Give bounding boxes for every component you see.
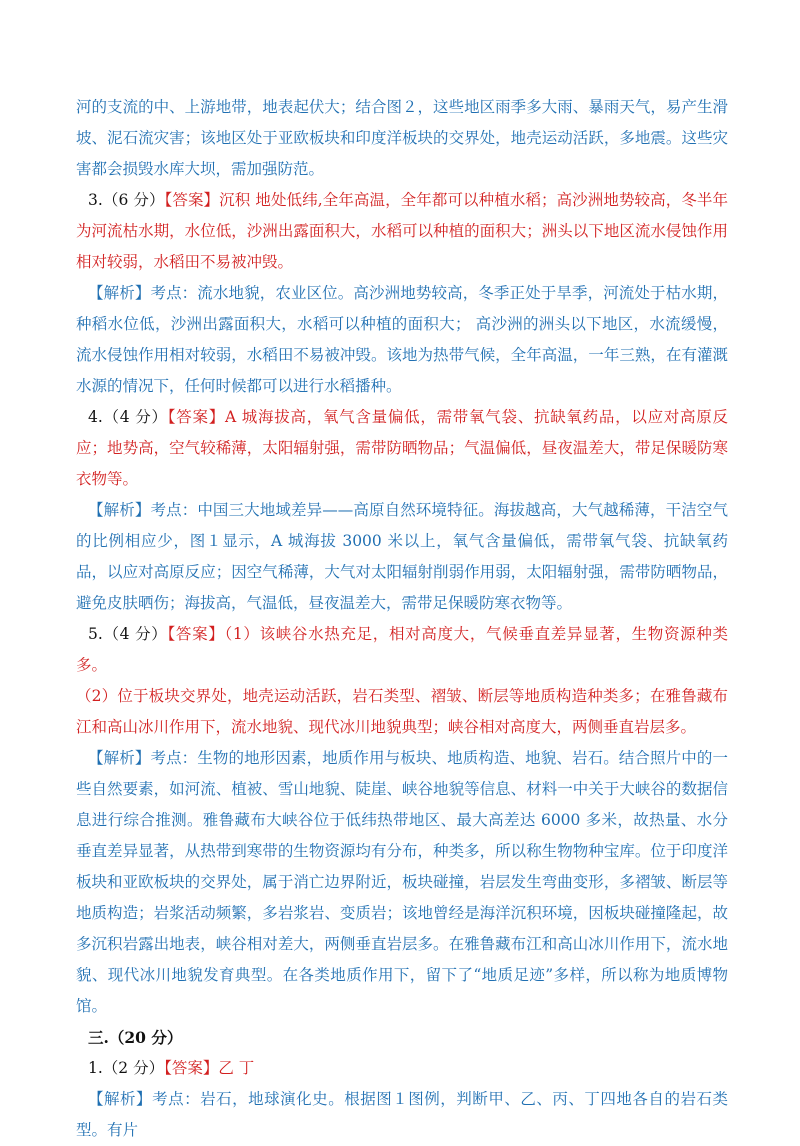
analysis-paragraph-q4 — [76, 495, 728, 619]
answer-text: A 城海拔高，氧气含量偏低，需带氧气袋、抗缺氧药品，以应对高原反应；地势高，空气较稀薄，太阳辐射强，需带防晒物品；气温偏低，昼夜温差大，带足保暖防寒衣物等。 — [76, 408, 729, 488]
analysis-tag: 【解析】 — [88, 1090, 153, 1108]
answer-paragraph-q5-part2 — [76, 681, 728, 743]
analysis-tag: 【解析】 — [88, 749, 151, 767]
question-number: 4.（4 分） — [88, 408, 168, 426]
answer-paragraph-q3 — [76, 185, 728, 278]
answer-paragraph-q5 — [76, 619, 728, 681]
analysis-text: 考点：中国三大地域差异——高原自然环境特征。海拔越高，大气越稀薄，干洁空气的比例相应少，图１显示，A 城海拔 3000 米以上，氧气含量偏低，需带氧气袋、抗缺氧药品，以应对高原反应；因空气稀薄，大气对太阳辐射削弱作用弱，太阳辐射强，需带防晒物品，避免皮肤晒伤；海拔高，气温低，昼夜温差大，需带足保暖防寒衣物等。 — [76, 501, 728, 612]
answer-text: （1）该峡谷水热充足，相对高度大，气候垂直差异显著，生物资源种类多。 — [76, 625, 729, 674]
document-body — [76, 92, 728, 1146]
answer-tag: 【答案】 — [164, 191, 220, 209]
analysis-text: 河的支流的中、上游地带，地表起伏大；结合图２，这些地区雨季多大雨、暴雨天气，易产生滑坡、泥石流灾害；该地区处于亚欧板块和印度洋板块的交界处，地壳运动活跃，多地震。这些灾害都会损毁水库大坝，需加强防范。 — [76, 98, 728, 178]
answer-paragraph-s3q1 — [76, 1053, 728, 1084]
answer-paragraph-q4 — [76, 402, 728, 495]
question-number: 1.（2 分） — [88, 1059, 165, 1077]
analysis-tag: 【解析】 — [88, 284, 151, 302]
answer-tag: 【答案】 — [167, 625, 225, 643]
answer-text: 沉积 地处低纬,全年高温，全年都可以种植水稻；高沙洲地势较高，冬半年为河流枯水期，水位低，沙洲出露面积大，水稻可以种植的面积大；洲头以下地区流水侵蚀作用相对较弱，水稻田不易被冲毁。 — [76, 191, 728, 271]
analysis-text: 考点：生物的地形因素，地质作用与板块、地质构造、地貌、岩石。结合照片中的一些自然要素，如河流、植被、雪山地貌、陡崖、峡谷地貌等信息、材料一中关于大峡谷的数据信息进行综合推测。雅鲁藏布大峡谷位于低纬热带地区、最大高差达 6000 多米，故热量、水分垂直差异显著，从热带到寒带的生物资源均有分布，种类多，所以称生物物种宝库。位于印度洋板块和亚欧板块的交界处，属于消亡边界附近，板块碰撞，岩层发生弯曲变形，多褶皱、断层等地质构造；岩浆活动频繁，多岩浆岩、变质岩；该地曾经是海洋沉积环境，因板块碰撞隆起，故多沉积岩露出地表，峡谷相对差大，两侧垂直岩层多。在雅鲁藏布江和高山冰川作用下，流水地貌、现代冰川地貌发育典型。在各类地质作用下，留下了“地质足迹”多样，所以称为地质博物馆。 — [76, 749, 728, 1015]
answer-tag: 【答案】 — [164, 1059, 219, 1077]
analysis-paragraph-q5 — [76, 743, 728, 1022]
question-number: 3.（6 分） — [88, 191, 165, 209]
analysis-tag: 【解析】 — [88, 501, 151, 519]
answer-text: （2）位于板块交界处，地壳运动活跃，岩石类型、褶皱、断层等地质构造种类多；在雅鲁藏布江和高山冰川作用下，流水地貌、现代冰川地貌典型；峡谷相对高度大，两侧垂直岩层多。 — [76, 687, 728, 736]
answer-tag: 【答案】 — [167, 408, 225, 426]
analysis-text: 考点：流水地貌，农业区位。高沙洲地势较高，冬季正处于旱季，河流处于枯水期，种稻水位低，沙洲出露面积大，水稻可以种植的面积大； 高沙洲的洲头以下地区，水流缓慢，流水侵蚀作用相对较弱，水稻田不易被冲毁。该地为热带气候，全年高温，一年三熟，在有灌溉水源的情况下，任何时候都可以进行水稻播种。 — [76, 284, 728, 395]
answer-text: 乙 丁 — [218, 1059, 255, 1077]
analysis-continuation-paragraph — [76, 92, 728, 185]
section-heading: 三.（20 分） — [88, 1028, 183, 1047]
question-number: 5.（4 分） — [88, 625, 168, 643]
analysis-text: 考点：岩石，地球演化史。根据图１图例，判断甲、乙、丙、丁四地各自的岩石类型。有片 — [76, 1090, 728, 1139]
analysis-paragraph-s3q1 — [76, 1084, 728, 1146]
analysis-paragraph-q3 — [76, 278, 728, 402]
